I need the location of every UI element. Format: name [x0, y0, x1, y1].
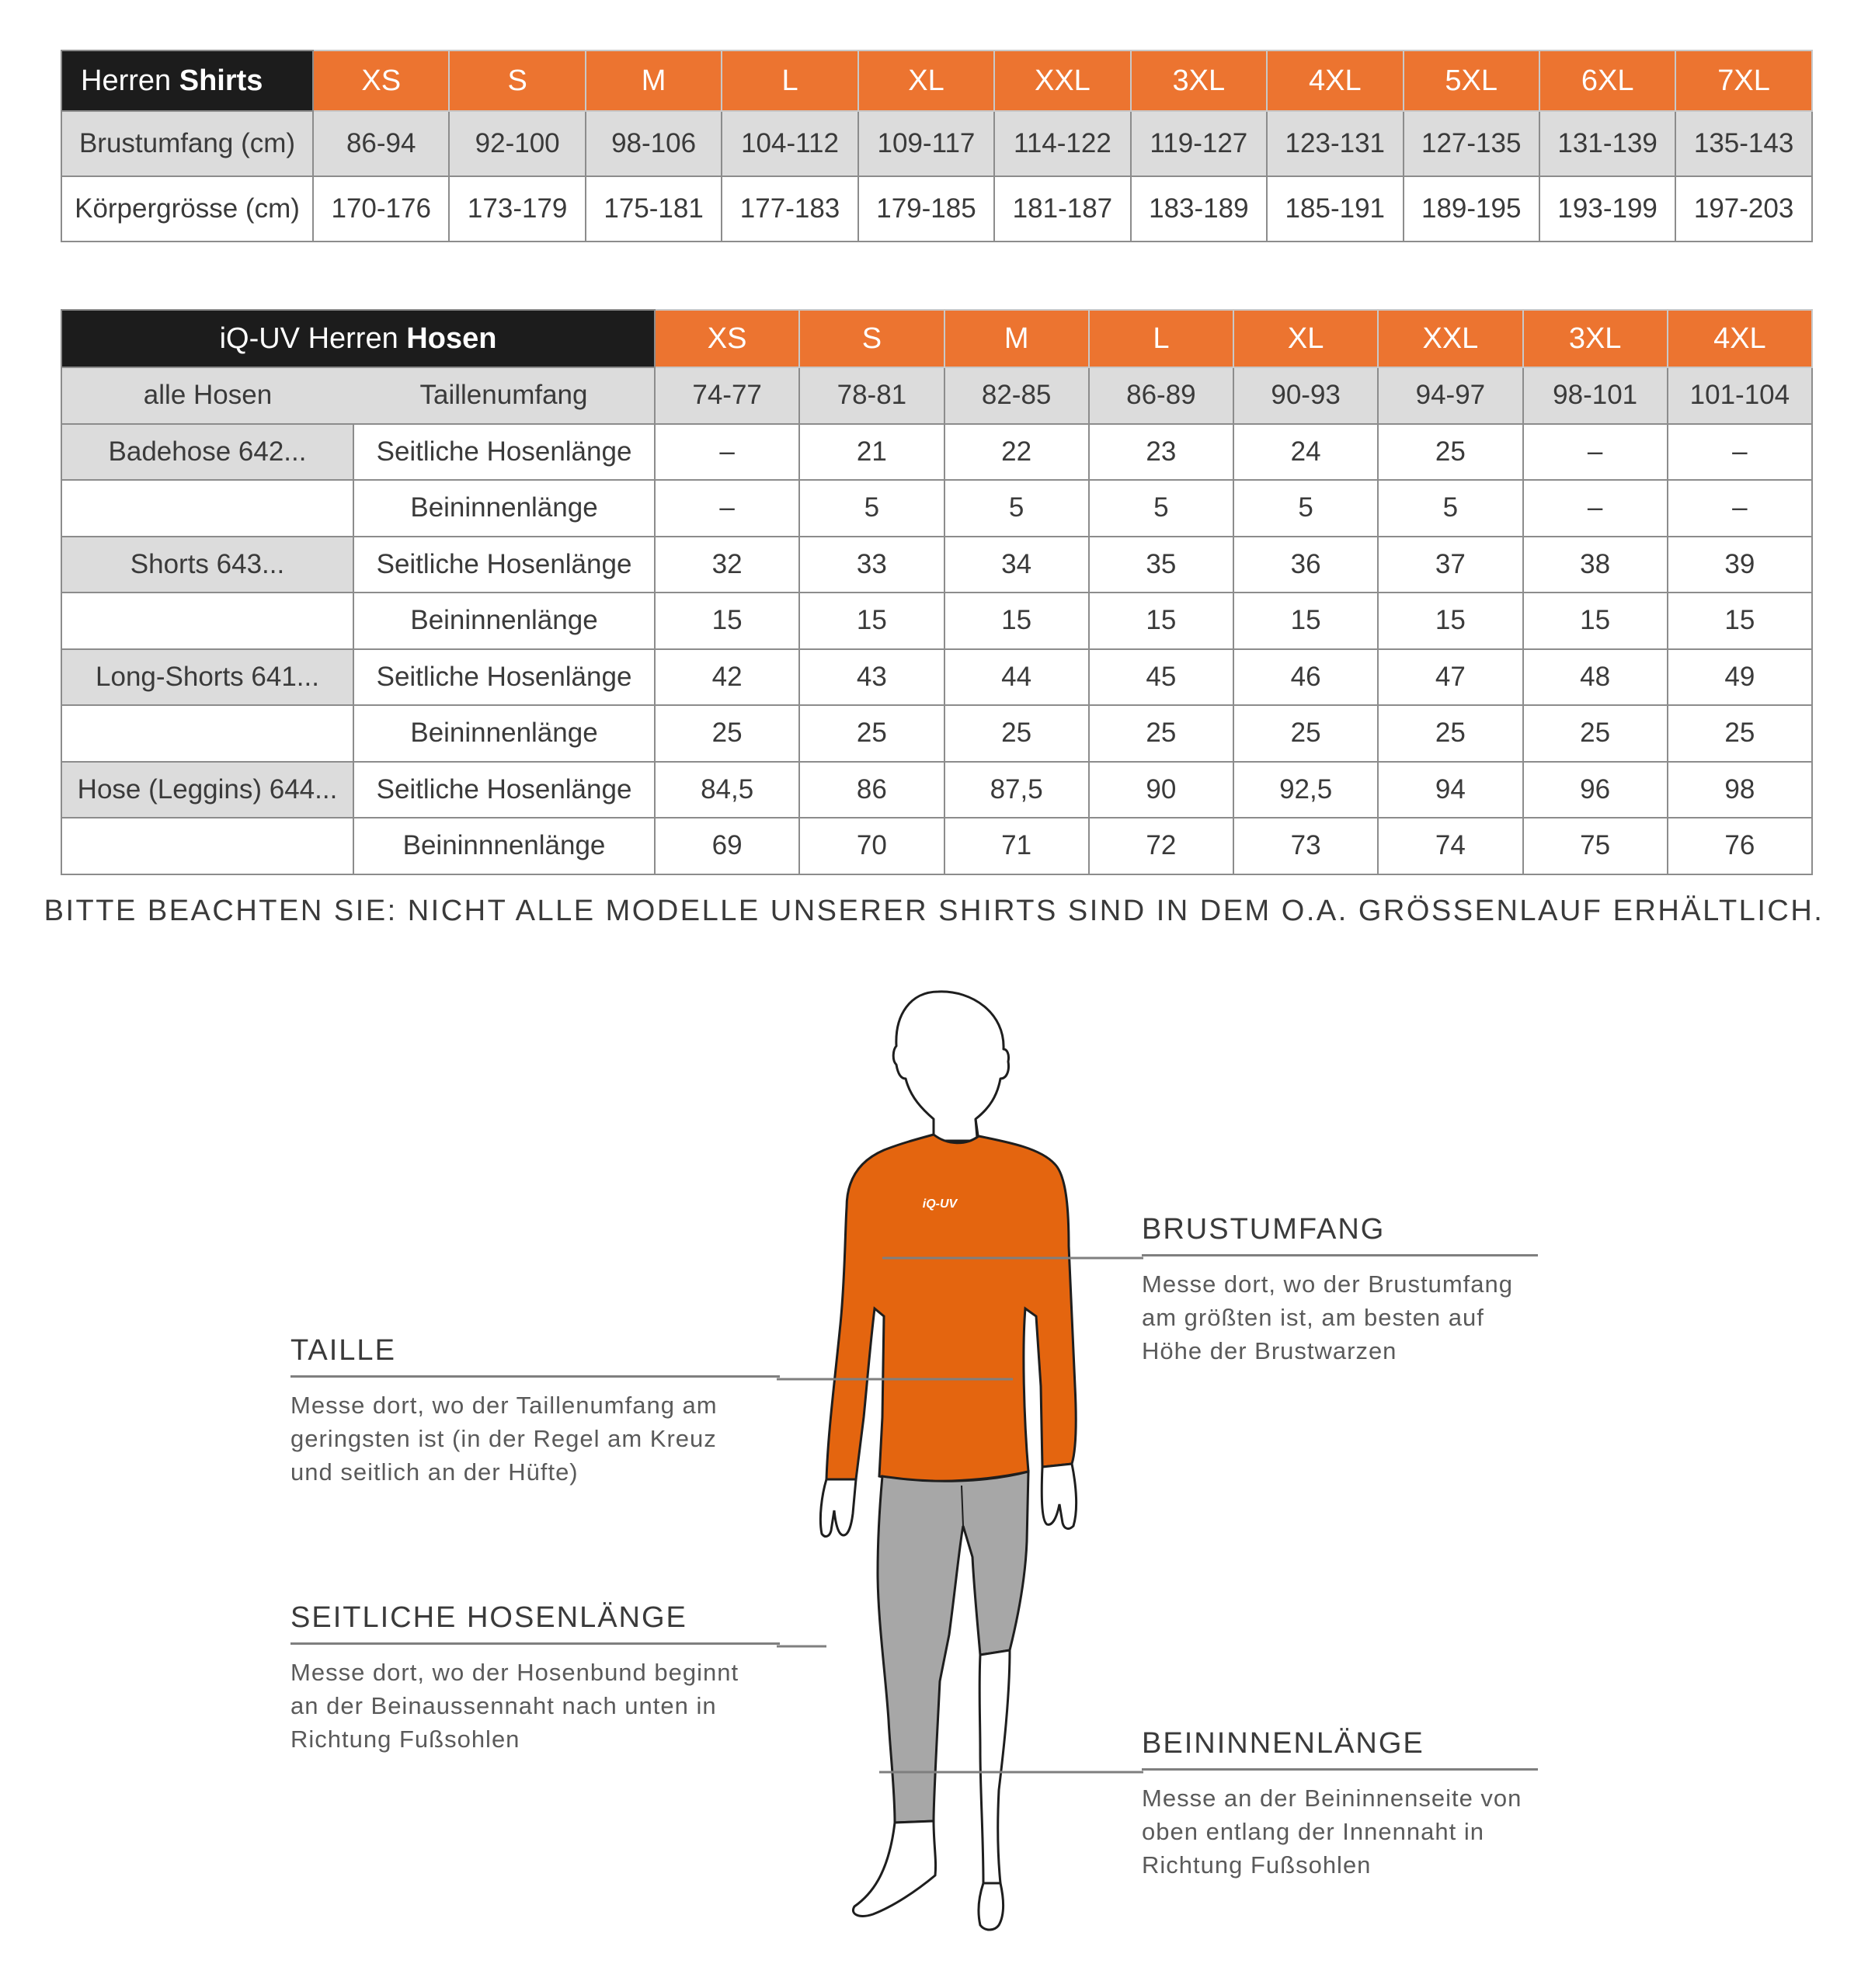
table-cell: 46 [1233, 649, 1378, 706]
title-light: iQ-UV Herren [219, 321, 398, 355]
table-cell: 72 [1089, 818, 1233, 874]
divider [1142, 1768, 1538, 1771]
table-cell: 22 [944, 424, 1089, 481]
row-label: Beininnenlänge [353, 705, 655, 762]
size-header: M [944, 310, 1089, 367]
size-header: M [586, 50, 722, 111]
table-cell: 86-94 [313, 111, 449, 176]
table-cell: 173-179 [449, 176, 585, 242]
divider [1142, 1254, 1538, 1256]
table-cell: 47 [1378, 649, 1522, 706]
size-header: XS [655, 310, 799, 367]
row-label: Seitliche Hosenlänge [353, 762, 655, 818]
size-header: L [722, 50, 857, 111]
row-label: Seitliche Hosenlänge [353, 537, 655, 593]
table-cell: 5 [1233, 480, 1378, 537]
row-label: Seitliche Hosenlänge [353, 649, 655, 706]
table-cell: 135-143 [1675, 111, 1811, 176]
table-cell: – [655, 480, 799, 537]
title-bold: Hosen [406, 321, 497, 355]
row-label: Taillenumfang [353, 367, 655, 424]
availability-note: BITTE BEACHTEN SIE: NICHT ALLE MODELLE UNSERER SHIRTS SIND IN DEM O.A. GRÖSSENLAUF ERHÄLTLICH. [43, 895, 1825, 927]
size-header: XXL [1378, 310, 1522, 367]
table-cell: 92-100 [449, 111, 585, 176]
table-cell: – [1668, 480, 1812, 537]
table-cell: 44 [944, 649, 1089, 706]
desc-line: an der Beinaussennaht nach unten in [290, 1692, 717, 1719]
table-cell: 98 [1668, 762, 1812, 818]
table-cell: 15 [799, 593, 944, 649]
table-cell: 45 [1089, 649, 1233, 706]
desc-line: Richtung Fußsohlen [290, 1726, 520, 1753]
desc-line: Messe dort, wo der Brustumfang [1142, 1270, 1513, 1298]
table-cell: 94 [1378, 762, 1522, 818]
table-cell: 42 [655, 649, 799, 706]
size-header: 6XL [1539, 50, 1675, 111]
table-cell: 15 [1523, 593, 1668, 649]
size-header: 4XL [1668, 310, 1812, 367]
table-cell: 32 [655, 537, 799, 593]
table-cell: 5 [799, 480, 944, 537]
size-header: 4XL [1267, 50, 1403, 111]
callout-brustumfang [1142, 1213, 1538, 1368]
size-header: L [1089, 310, 1233, 367]
table-cell: 25 [799, 705, 944, 762]
desc-line: Messe dort, wo der Taillenumfang am [290, 1392, 718, 1419]
callout-seitliche-hosenlaenge [290, 1601, 780, 1756]
table-cell: 5 [944, 480, 1089, 537]
table-cell: 101-104 [1668, 367, 1812, 424]
table-cell: 35 [1089, 537, 1233, 593]
table-cell: 25 [1523, 705, 1668, 762]
callout-title: BRUSTUMFANG [1142, 1213, 1386, 1246]
table-cell: 21 [799, 424, 944, 481]
group-label: alle Hosen [61, 367, 353, 424]
table-cell: 15 [1089, 593, 1233, 649]
table-cell: 82-85 [944, 367, 1089, 424]
size-header: XS [313, 50, 449, 111]
table-cell: 170-176 [313, 176, 449, 242]
row-label: Körpergrösse (cm) [61, 176, 313, 242]
table-cell: 15 [1668, 593, 1812, 649]
title-bold: Shirts [179, 64, 263, 97]
table-cell: 24 [1233, 424, 1378, 481]
table-cell: 76 [1668, 818, 1812, 874]
table-cell: 109-117 [858, 111, 994, 176]
table-cell: 94-97 [1378, 367, 1522, 424]
table-cell: 25 [655, 705, 799, 762]
callout-beininnenlaenge [1142, 1727, 1538, 1882]
table-cell: 39 [1668, 537, 1812, 593]
table-cell: 37 [1378, 537, 1522, 593]
table-cell: – [1523, 424, 1668, 481]
desc-line: Messe dort, wo der Hosenbund beginnt [290, 1659, 739, 1686]
table-cell: 15 [655, 593, 799, 649]
size-header: S [449, 50, 585, 111]
table-cell: – [655, 424, 799, 481]
table-cell: 131-139 [1539, 111, 1675, 176]
table-cell: 90-93 [1233, 367, 1378, 424]
table-cell: 87,5 [944, 762, 1089, 818]
row-label: Beininnenlänge [353, 480, 655, 537]
row-label: Beininnenlänge [353, 593, 655, 649]
table-cell: 25 [1089, 705, 1233, 762]
table-cell: 69 [655, 818, 799, 874]
desc-line: Richtung Fußsohlen [1142, 1851, 1372, 1879]
table-cell: 15 [1378, 593, 1522, 649]
title-light: Herren [81, 64, 172, 97]
callout-title: TAILLE [290, 1334, 396, 1367]
size-header: XXL [994, 50, 1130, 111]
table-cell: 179-185 [858, 176, 994, 242]
table-cell: 86 [799, 762, 944, 818]
table-cell: 25 [1378, 424, 1522, 481]
table-cell: 96 [1523, 762, 1668, 818]
table-cell: 193-199 [1539, 176, 1675, 242]
size-header: 3XL [1523, 310, 1668, 367]
desc-line: und seitlich an der Hüfte) [290, 1458, 579, 1486]
table-cell: 183-189 [1131, 176, 1267, 242]
table-cell: – [1668, 424, 1812, 481]
desc-line: oben entlang der Innennaht in [1142, 1818, 1484, 1845]
group-label: Badehose 642... [61, 424, 353, 481]
table-cell: 177-183 [722, 176, 857, 242]
table-cell: 197-203 [1675, 176, 1811, 242]
table-cell: 48 [1523, 649, 1668, 706]
table-cell: 127-135 [1404, 111, 1539, 176]
table-cell: 185-191 [1267, 176, 1403, 242]
size-header: XL [858, 50, 994, 111]
table-cell: 98-106 [586, 111, 722, 176]
table-cell: 119-127 [1131, 111, 1267, 176]
table-cell: 15 [1233, 593, 1378, 649]
table-cell: 114-122 [994, 111, 1130, 176]
table-cell: 84,5 [655, 762, 799, 818]
table-cell: 73 [1233, 818, 1378, 874]
row-label: Beininnnenlänge [353, 818, 655, 874]
callout-title: BEININNENLÄNGE [1142, 1727, 1424, 1760]
table-cell: 86-89 [1089, 367, 1233, 424]
divider [290, 1642, 780, 1645]
table-cell: 123-131 [1267, 111, 1403, 176]
table-cell: 38 [1523, 537, 1668, 593]
table-cell: 25 [1668, 705, 1812, 762]
table-cell: 181-187 [994, 176, 1130, 242]
table-cell: 70 [799, 818, 944, 874]
callout-title: SEITLICHE HOSENLÄNGE [290, 1601, 687, 1634]
size-header: XL [1233, 310, 1378, 367]
size-header: 5XL [1404, 50, 1539, 111]
table-cell: 5 [1089, 480, 1233, 537]
desc-line: geringsten ist (in der Regel am Kreuz [290, 1425, 717, 1452]
desc-line: Messe an der Beininnenseite von [1142, 1785, 1522, 1812]
table-cell: – [1523, 480, 1668, 537]
desc-line: am größten ist, am besten auf [1142, 1304, 1484, 1331]
callout-desc [290, 1388, 780, 1489]
table-cell: 104-112 [722, 111, 857, 176]
size-header: 7XL [1675, 50, 1811, 111]
table-cell: 25 [1378, 705, 1522, 762]
table-cell: 92,5 [1233, 762, 1378, 818]
callout-desc [1142, 1781, 1538, 1882]
table-cell: 49 [1668, 649, 1812, 706]
table-cell: 25 [944, 705, 1089, 762]
table-cell: 36 [1233, 537, 1378, 593]
table-cell: 33 [799, 537, 944, 593]
table-cell: 90 [1089, 762, 1233, 818]
table-cell: 189-195 [1404, 176, 1539, 242]
desc-line: Höhe der Brustwarzen [1142, 1337, 1397, 1364]
size-header: 3XL [1131, 50, 1267, 111]
table-cell: 71 [944, 818, 1089, 874]
table-cell: 34 [944, 537, 1089, 593]
table-cell: 23 [1089, 424, 1233, 481]
callout-desc [1142, 1267, 1538, 1368]
group-label: Hose (Leggins) 644... [61, 762, 353, 818]
table-cell: 98-101 [1523, 367, 1668, 424]
callout-desc [290, 1656, 780, 1756]
shirt-logo: iQ-UV [922, 1197, 958, 1211]
row-label: Brustumfang (cm) [61, 111, 313, 176]
table-cell: 74-77 [655, 367, 799, 424]
table-cell: 43 [799, 649, 944, 706]
table-cell: 74 [1378, 818, 1522, 874]
group-label: Shorts 643... [61, 537, 353, 593]
row-label: Seitliche Hosenlänge [353, 424, 655, 481]
table-cell: 78-81 [799, 367, 944, 424]
table-cell: 15 [944, 593, 1089, 649]
table-cell: 175-181 [586, 176, 722, 242]
table-cell: 25 [1233, 705, 1378, 762]
group-label: Long-Shorts 641... [61, 649, 353, 706]
size-header: S [799, 310, 944, 367]
callout-taille [290, 1334, 780, 1489]
table-cell: 75 [1523, 818, 1668, 874]
divider [290, 1375, 780, 1378]
table-cell: 5 [1378, 480, 1522, 537]
